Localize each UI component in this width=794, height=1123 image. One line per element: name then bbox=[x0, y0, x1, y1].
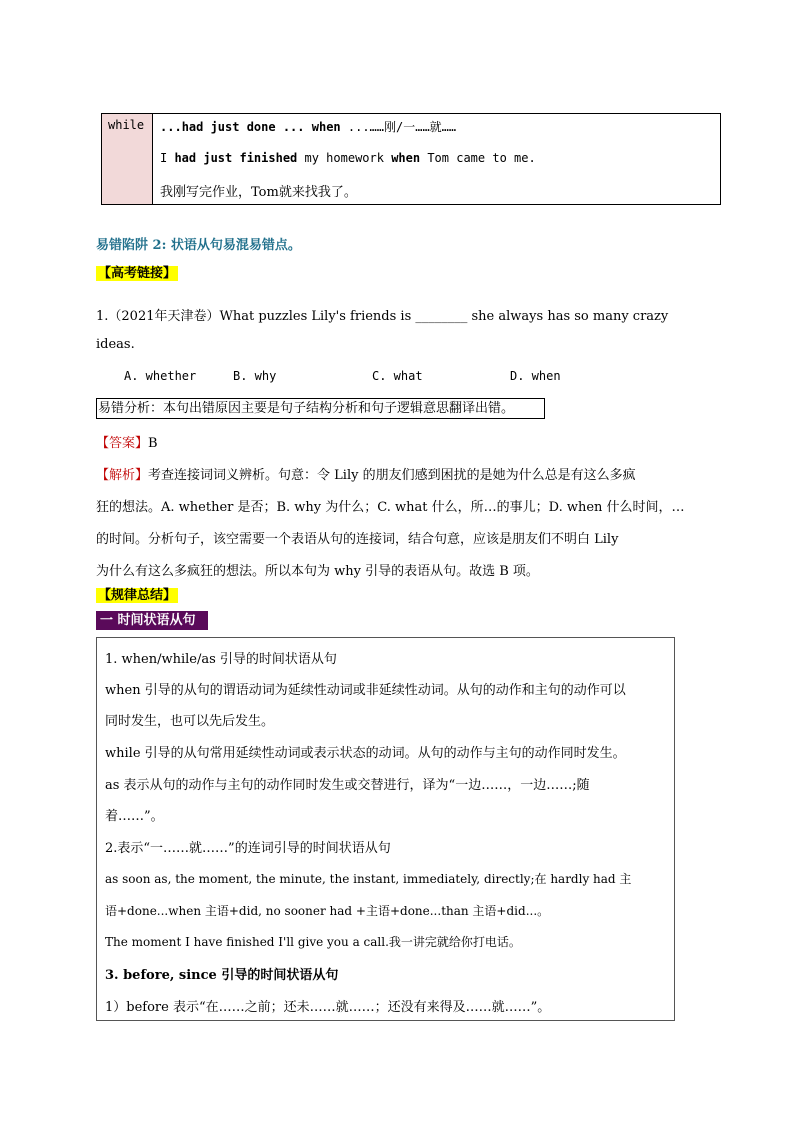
analysis-line-1: 【解析】考查连接词词义辨析。句意：令 Lily 的朋友们感到困扰的是她为什么总是有这么多疯 bbox=[96, 468, 636, 483]
question-line-2: ideas. bbox=[96, 337, 135, 352]
rule-line-10: The moment I have finished I'll give you a call.我一讲完就给你打电话。 bbox=[105, 935, 521, 949]
conjunction-label: while bbox=[108, 118, 145, 132]
rule-line-11: 3. before, since 引导的时间状语从句 bbox=[105, 968, 339, 983]
trap-heading: 易错陷阱 2: 状语从句易混易错点。 bbox=[96, 238, 301, 253]
rule-line-5: as 表示从句的动作与主句的动作同时发生或交替进行，译为“一边……，一边……;随 bbox=[105, 778, 590, 793]
gaokao-link-tag: 【高考链接】 bbox=[98, 266, 177, 281]
answer-tag: 【答案】 bbox=[96, 436, 149, 451]
analysis-line-4: 为什么有这么多疯狂的想法。所以本句为 why 引导的表语从句。故选 B 项。 bbox=[96, 564, 539, 579]
error-analysis-box: 易错分析：本句出错原因主要是句子结构分析和句子逻辑意思翻译出错。 bbox=[96, 398, 545, 419]
rule-line-1: 1. when/while/as 引导的时间状语从句 bbox=[105, 652, 337, 667]
pattern-row: ...had just done ... when ...……刚/一……就…… bbox=[160, 120, 457, 134]
rule-line-6: 着……”。 bbox=[105, 809, 164, 824]
example-row: I had just finished my homework when Tom came to me. bbox=[160, 151, 536, 165]
rule-line-9: 语+done...when 主语+did, no sooner had +主语+done...than 主语+did...。 bbox=[105, 904, 550, 918]
question-line-1: 1.（2021年天津卷）What puzzles Lily's friends is ________ she always has so many crazy bbox=[96, 309, 669, 324]
answer-value: B bbox=[148, 436, 158, 451]
option-c: C. what bbox=[372, 369, 423, 383]
rule-line-4: while 引导的从句常用延续性动词或表示状态的动词。从句的动作与主句的动作同时发生。 bbox=[105, 746, 626, 761]
option-b: B. why bbox=[233, 369, 277, 383]
section-title: 一 时间状语从句 bbox=[96, 611, 208, 630]
option-a: A. whether bbox=[124, 369, 197, 383]
rule-line-7: 2.表示“一……就……”的连词引导的时间状语从句 bbox=[105, 841, 391, 856]
rule-line-3: 同时发生，也可以先后发生。 bbox=[105, 714, 275, 729]
answer-line bbox=[96, 432, 158, 451]
translation-row: 我刚写完作业，Tom就来找我了。 bbox=[160, 185, 357, 200]
rule-summary-tag: 【规律总结】 bbox=[98, 588, 177, 603]
usage-table bbox=[101, 113, 721, 205]
conjunction-cell bbox=[102, 114, 153, 204]
option-d: D. when bbox=[510, 369, 561, 383]
rule-line-12: 1）before 表示“在……之前；还未……就……；还没有来得及……就……”。 bbox=[105, 1000, 551, 1015]
analysis-line-3: 的时间。分析句子，该空需要一个表语从句的连接词，结合句意，应该是朋友们不明白 Lily bbox=[96, 532, 619, 547]
rule-line-2: when 引导的从句的谓语动词为延续性动词或非延续性动词。从句的动作和主句的动作可以 bbox=[105, 683, 626, 698]
analysis-line-2: 狂的想法。A. whether 是否；B. why 为什么；C. what 什么，所…的事儿；D. when 什么时间，… bbox=[96, 500, 685, 515]
analysis-tag: 【解析】 bbox=[96, 468, 149, 483]
rule-box bbox=[96, 637, 675, 1021]
rule-line-8: as soon as, the moment, the minute, the instant, immediately, directly;在 hardly had 主 bbox=[105, 872, 632, 886]
